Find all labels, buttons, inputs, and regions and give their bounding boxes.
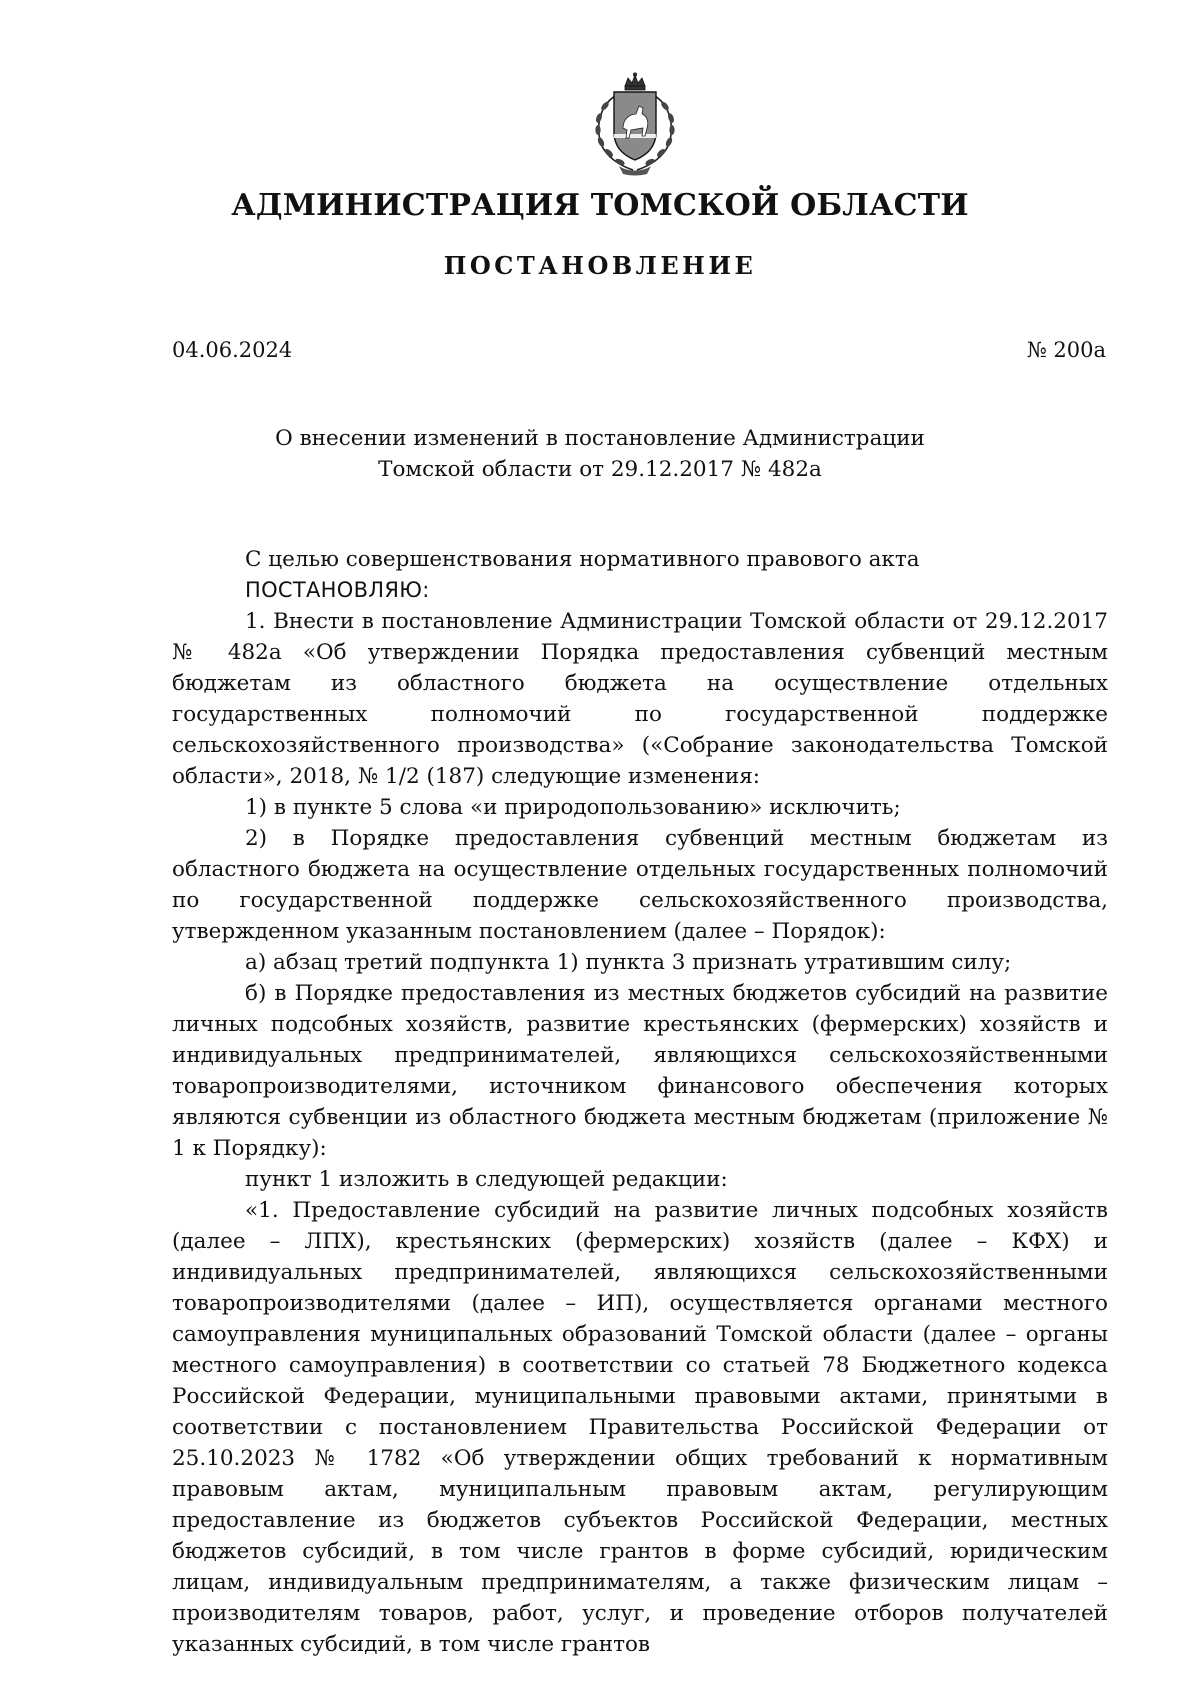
- item-1-2b-intro: пункт 1 изложить в следующей редакции:: [245, 1167, 728, 1192]
- purpose-paragraph: С целью совершенствования нормативного правового акта: [245, 547, 920, 572]
- document-body: [172, 544, 1108, 1660]
- document-number: № 200а: [1026, 338, 1106, 362]
- coat-of-arms-icon: [581, 72, 689, 176]
- subject-line-2: Томской области от 29.12.2017 № 482а: [378, 457, 822, 482]
- document-type: ПОСТАНОВЛЕНИЕ: [443, 251, 757, 280]
- document-date: 04.06.2024: [172, 338, 293, 362]
- item-1-2a-paragraph: а) абзац третий подпункта 1) пункта 3 признать утратившим силу;: [245, 950, 1012, 975]
- document-subject: [0, 423, 1200, 485]
- subject-line-1: О внесении изменений в постановление Администрации: [275, 426, 925, 451]
- decree-word: ПОСТАНОВЛЯЮ:: [245, 578, 430, 602]
- item-1-paragraph: 1. Внести в постановление Администрации Томской области от 29.12.2017 № 482а «Об утверждении Порядка предоставления субвенций местным бюджетам из областного бюджета на осуществление отдельных государственных полномочий по государственной поддержке сельскохозяйственного производства» («Собрание законодательства Томской области», 2018, № 1/2 (187) следующие изменения:: [172, 609, 1108, 789]
- item-1-1-paragraph: 1) в пункте 5 слова «и природопользованию» исключить;: [245, 795, 901, 820]
- item-1-2b-new-text: «1. Предоставление субсидий на развитие личных подсобных хозяйств (далее – ЛПХ), крестьянских (фермерских) хозяйств (далее – КФХ) и индивидуальных предпринимателей, являющихся сельскохозяйственными товаропроизводителями (далее – ИП), осуществляется органами местного самоуправления муниципальных образований Томской области (далее – органы местного самоуправления) в соответствии со статьей 78 Бюджетного кодекса Российской Федерации, муниципальными правовыми актами, принятыми в соответствии с постановлением Правительства Российской Федерации от 25.10.2023 № 1782 «Об утверждении общих требований к нормативным правовым актам, муниципальным правовым актам, регулирующим предоставление из бюджетов субъектов Российской Федерации, местных бюджетов субсидий, в том числе грантов в форме субсидий, юридическим лицам, индивидуальным предпринимателям, а также физическим лицам – производителям товаров, работ, услуг, и проведение отборов получателей указанных субсидий, в том числе грантов: [172, 1198, 1108, 1657]
- item-1-2b-paragraph: б) в Порядке предоставления из местных бюджетов субсидий на развитие личных подсобных хозяйств, развитие крестьянских (фермерских) хозяйств и индивидуальных предпринимателей, являющихся сельскохозяйственными товаропроизводителями, источником финансового обеспечения которых являются субвенции из областного бюджета местным бюджетам (приложение № 1 к Порядку):: [172, 981, 1108, 1161]
- item-1-2-paragraph: 2) в Порядке предоставления субвенций местным бюджетам из областного бюджета на осуществление отдельных государственных полномочий по государственной поддержке сельскохозяйственного производства, утвержденном указанным постановлением (далее – Порядок):: [172, 826, 1108, 944]
- organization-title: АДМИНИСТРАЦИЯ ТОМСКОЙ ОБЛАСТИ: [231, 188, 969, 223]
